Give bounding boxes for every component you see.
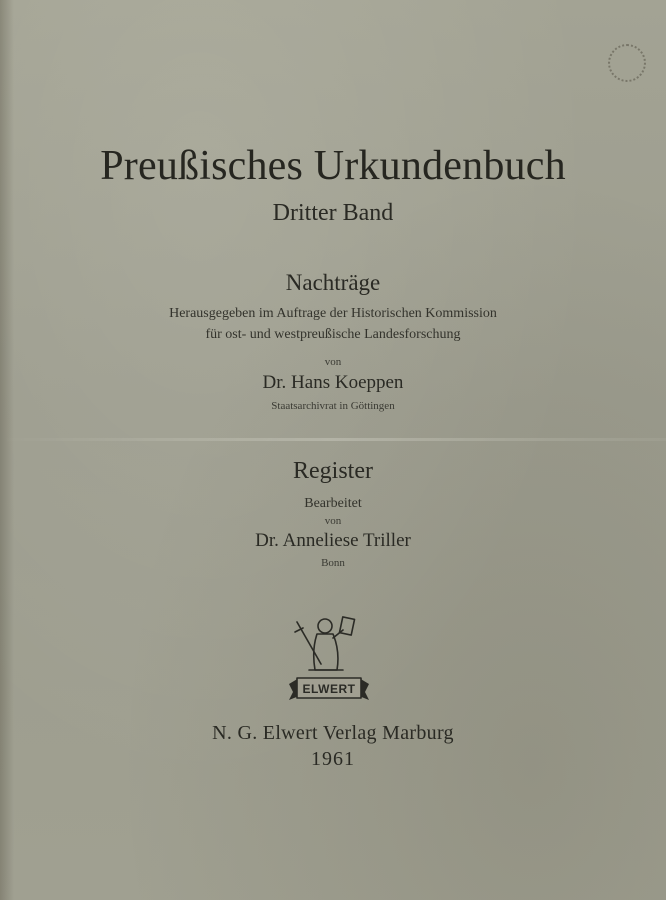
logo-text: ELWERT: [302, 682, 356, 696]
publisher-name: N. G. Elwert Verlag Marburg: [212, 722, 454, 744]
by-label: von: [324, 356, 342, 368]
section-heading-register: Register: [293, 458, 373, 484]
commission-line-2: für ost- und westpreußische Landesforschung: [205, 327, 461, 342]
book-title: Preußisches Urkundenbuch: [100, 143, 566, 189]
author-affiliation: Staatsarchivrat in Göttingen: [271, 400, 395, 412]
edited-label: Bearbeitet: [304, 496, 362, 511]
commission-line-1: Herausgegeben im Auftrage der Historischen Kommission: [169, 306, 497, 321]
publisher-emblem-icon: [283, 612, 375, 708]
editor-name: Dr. Anneliese Triller: [255, 530, 411, 551]
stamp-mark: [608, 44, 646, 82]
author-name: Dr. Hans Koeppen: [262, 372, 404, 393]
by-label-register: von: [324, 515, 342, 527]
volume-label: Dritter Band: [272, 200, 394, 226]
editor-location: Bonn: [321, 557, 345, 569]
section-heading-nachtraege: Nachträge: [285, 270, 381, 295]
paper-crease: [0, 438, 666, 441]
publication-year: 1961: [311, 748, 355, 770]
